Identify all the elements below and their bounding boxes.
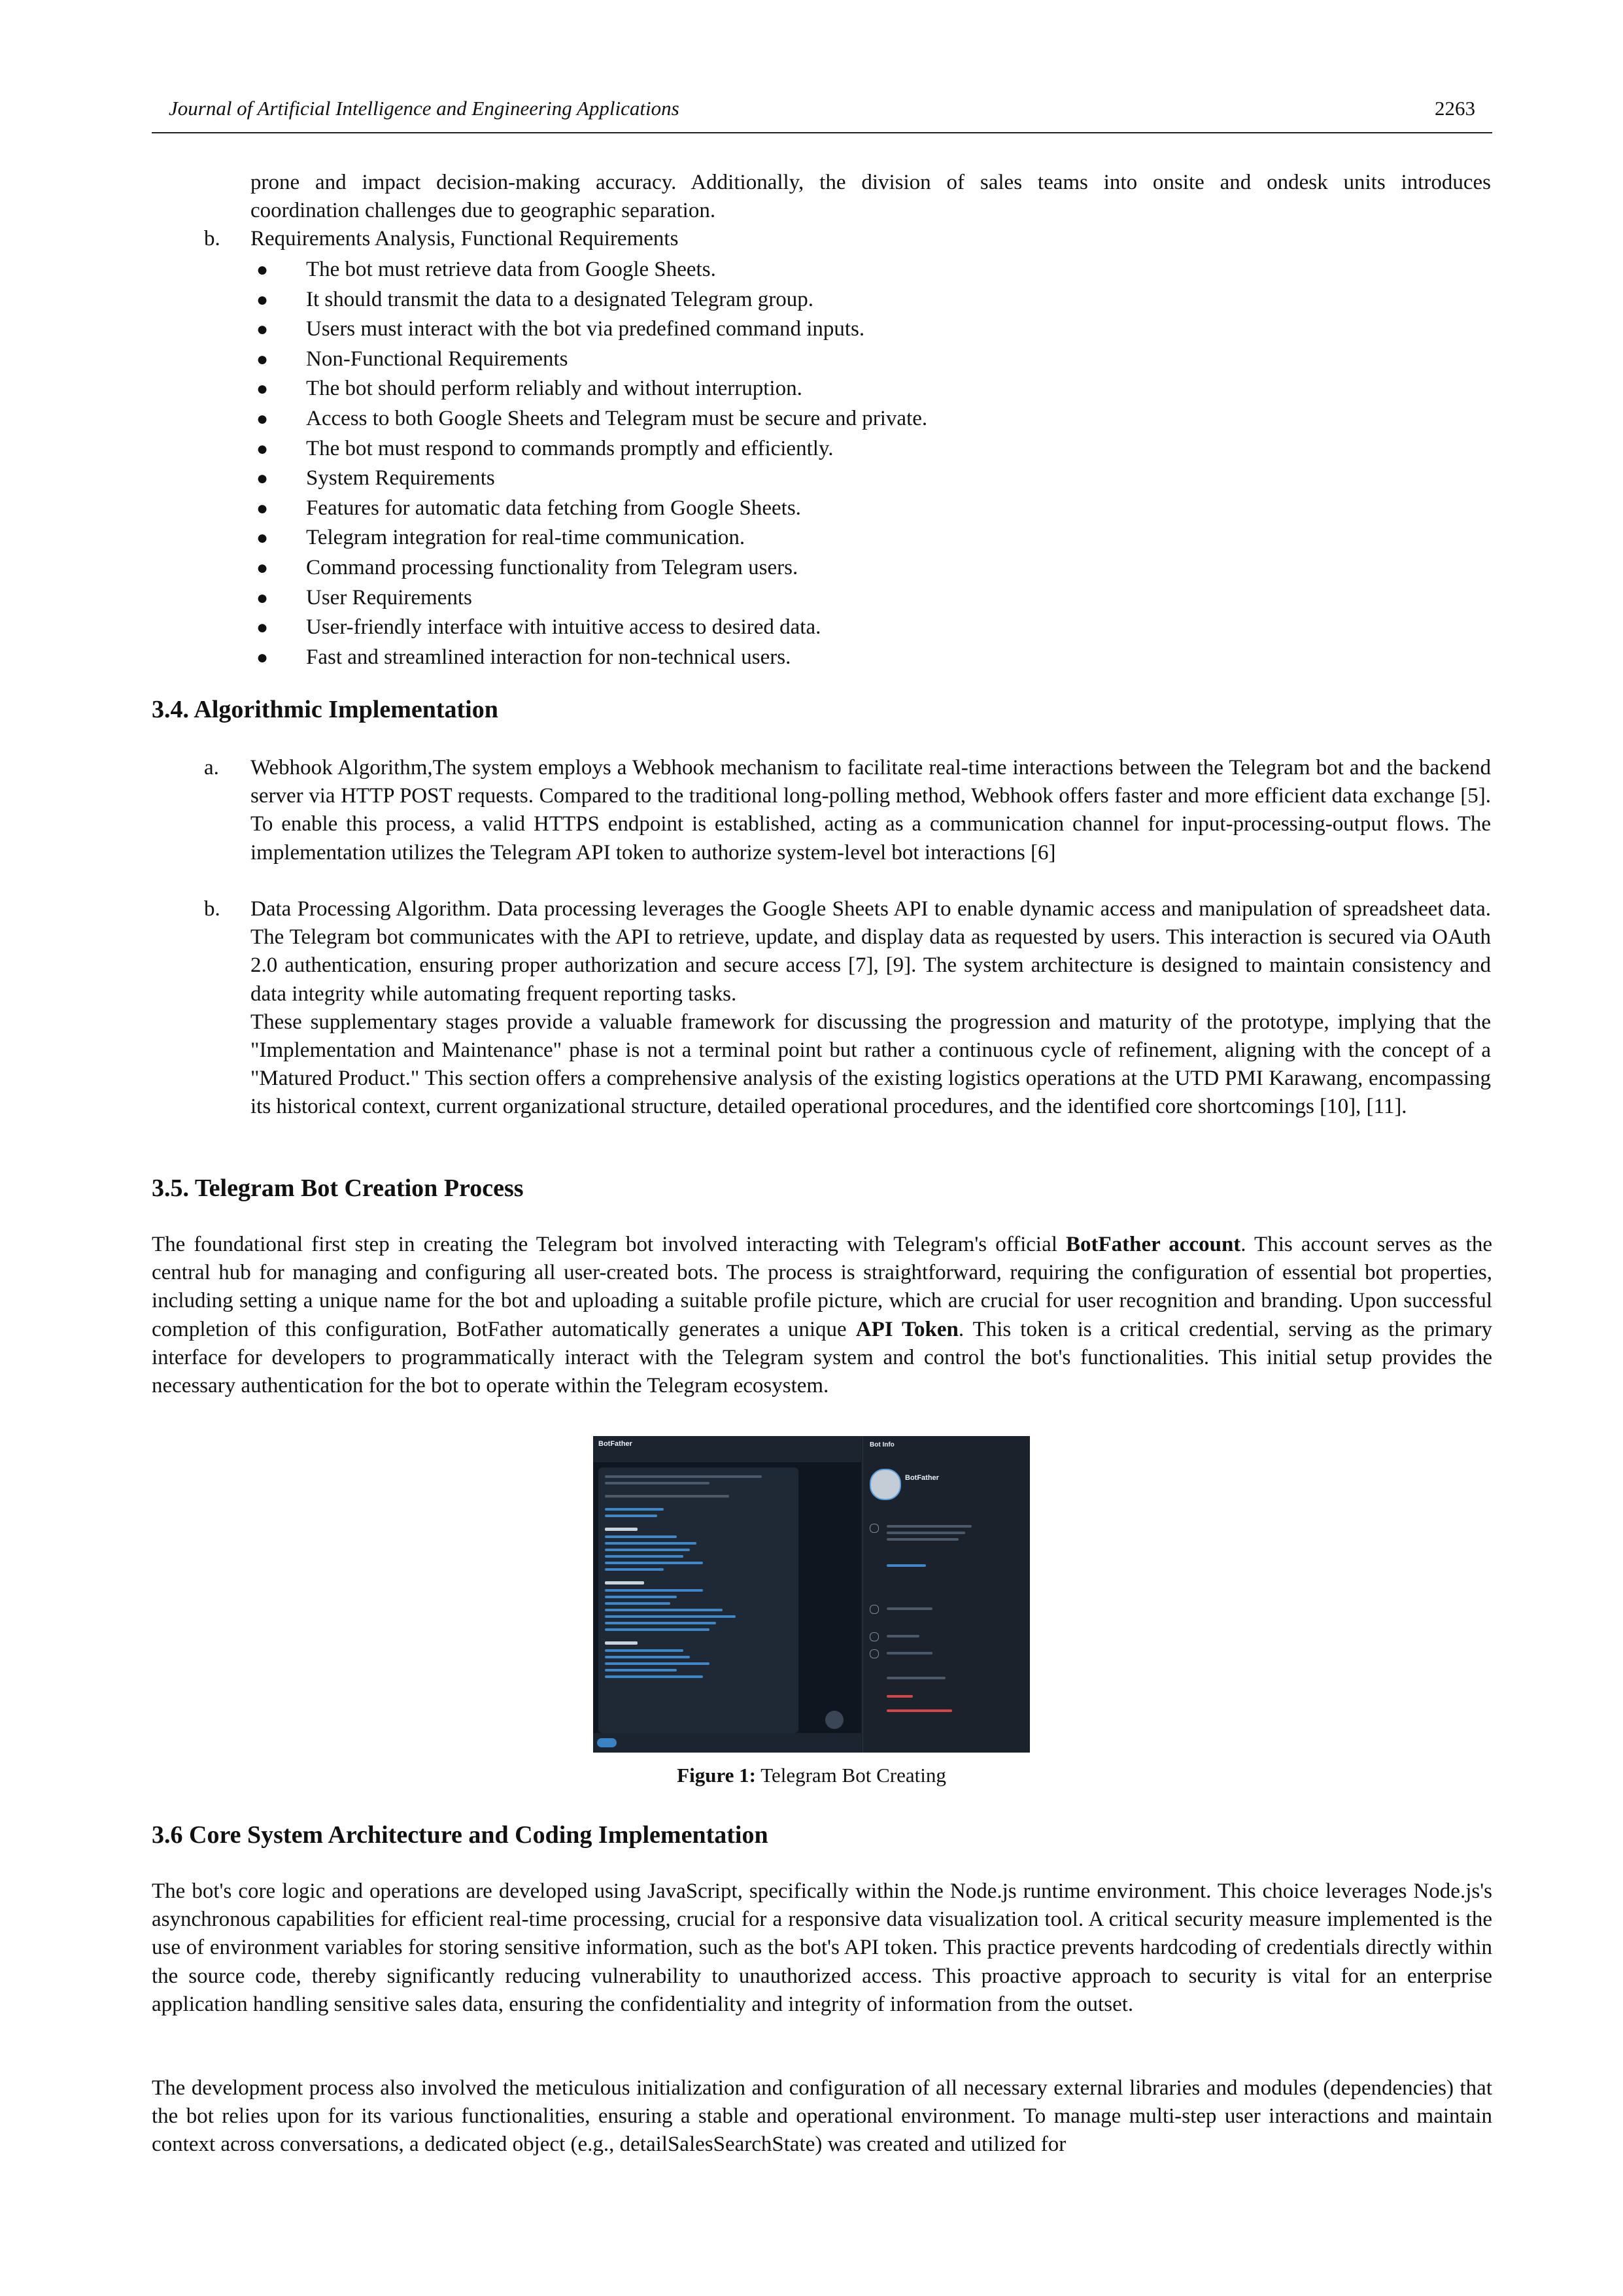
command-line [605, 1622, 716, 1624]
list-item-text: Command processing functionality from Telegram users. [306, 555, 798, 579]
continuation-line-2: coordination challenges due to geographic separation. [250, 199, 716, 223]
list-item [250, 434, 1491, 464]
list-item-text: It should transmit the data to a designated Telegram group. [306, 287, 814, 311]
group-heading-line [605, 1581, 644, 1585]
list-item [250, 553, 1491, 583]
page-number: 2263 [1435, 97, 1475, 120]
profile-name: BotFather [905, 1474, 939, 1482]
scroll-down-icon [825, 1711, 844, 1729]
section-heading-3-5: 3.5. Telegram Bot Creation Process [152, 1174, 524, 1202]
botfather-paragraph [152, 1231, 1492, 1400]
bullet-icon: ● [256, 259, 269, 281]
list-item-text: Features for automatic data fetching from Google Sheets. [306, 496, 801, 520]
description-line [887, 1525, 972, 1528]
list-item-text: System Requirements [306, 466, 495, 490]
list-item-text: User Requirements [306, 585, 472, 609]
text-run: . This account serves as the central hub for managing and configuring all user-created bots. The process is straightforward, requiring the configuration of essential bot properties, including setting a unique name for the bot and uploading a suitable profile picture, which are crucial for user recognition and branding. Upon successful completion of this configuration, BotFather automatically generates a unique [152, 1233, 1492, 1341]
api-token-bold: API Token [855, 1317, 959, 1341]
list-item-text: The bot must retrieve data from Google Sheets. [306, 258, 716, 281]
bullet-icon: ● [256, 378, 269, 400]
message-input-bar [593, 1733, 861, 1753]
message-line [605, 1482, 709, 1484]
figure-label: Figure 1: [677, 1764, 756, 1787]
journal-title: Journal of Artificial Intelligence and Engineering Applications [169, 97, 679, 120]
bullet-icon: ● [256, 318, 269, 341]
list-item [250, 494, 1491, 524]
list-marker-b: b. [204, 227, 220, 250]
botfather-account-bold: BotFather account [1066, 1233, 1241, 1256]
command-line [605, 1542, 696, 1545]
list-item-text: Fast and streamlined interaction for non-technical users. [306, 645, 791, 669]
list-item-text: Access to both Google Sheets and Telegram must be secure and private. [306, 406, 928, 430]
list-item [250, 404, 1491, 434]
architecture-paragraph-2-text: The development process also involved the meticulous initialization and configuration of all necessary external libraries and modules (dependencies) that the bot relies upon for its various functionalities, ensuring a stable and operational environment. To manage multi-step user interactions and maintain context across conversations, a dedicated object (e.g., detailSalesSearchState) was created and utilized for [152, 2076, 1492, 2157]
command-line [605, 1615, 736, 1618]
report-line [887, 1695, 913, 1698]
command-line [605, 1675, 703, 1678]
avatar [870, 1469, 901, 1500]
links-line [887, 1652, 932, 1654]
botfather-paragraph-text [152, 1231, 1492, 1400]
info-icon [870, 1524, 879, 1533]
bullet-icon: ● [256, 587, 269, 609]
command-line [605, 1649, 683, 1652]
command-line [605, 1669, 677, 1671]
figure-caption-text: Telegram Bot Creating [756, 1764, 946, 1787]
command-line [605, 1656, 690, 1658]
bullet-icon: ● [256, 288, 269, 311]
menu-button [597, 1738, 617, 1747]
list-item [250, 285, 1491, 315]
requirements-bullet-list [250, 255, 1491, 672]
bullet-icon: ● [256, 527, 269, 549]
command-line [605, 1562, 703, 1564]
text-run: The foundational first step in creating the Telegram bot involved interacting with Telegram's official [152, 1233, 1066, 1256]
list-item [250, 643, 1491, 673]
command-line [605, 1535, 677, 1538]
list-item-text: Telegram integration for real-time communication. [306, 526, 745, 550]
command-line [605, 1609, 723, 1611]
description-line [887, 1538, 959, 1541]
bell-icon [870, 1605, 879, 1614]
list-item [250, 523, 1491, 553]
webhook-paragraph: Webhook Algorithm,The system employs a Webhook mechanism to facilitate real-time interactions between the Telegram bot and the backend server via HTTP POST requests. Compared to the traditional long-polling method, Webhook offers faster and more efficient data exchange [5]. To enable this process, a valid HTTPS endpoint is established, acting as a communication channel for input-processing-output flows. The implementation utilizes the Telegram API token to authorize system-level bot interactions [6] [250, 756, 1491, 865]
group-heading-line [605, 1641, 638, 1645]
privacy-line [887, 1677, 946, 1679]
list-item [250, 464, 1491, 494]
message-line [605, 1495, 729, 1498]
description-line [887, 1532, 965, 1534]
header-rule [152, 132, 1492, 133]
command-line [605, 1589, 703, 1592]
list-marker-b-2: b. [204, 897, 220, 921]
list-item-text: Non-Functional Requirements [306, 347, 568, 371]
list-item [250, 255, 1491, 285]
list-item-text: The bot must respond to commands promptly and efficiently. [306, 436, 834, 460]
algorithm-item-a [250, 754, 1491, 867]
supplementary-stages-paragraph: These supplementary stages provide a valuable framework for discussing the progression and maturity of the prototype, implying that the "Implementation and Maintenance" phase is not a terminal point but rather a continuous cycle of refinement, aligning with the concept of a "Matured Product." This section offers a comprehensive analysis of the existing logistics operations at the UTD PMI Karawang, encompassing its historical context, current organizational structure, detailed operational procedures, and the identified core shortcomings [10], [11]. [250, 1010, 1491, 1119]
command-line [605, 1628, 709, 1631]
bot-info-panel [863, 1436, 1030, 1753]
chat-header [593, 1436, 861, 1462]
list-item [250, 345, 1491, 375]
bullet-icon: ● [256, 557, 269, 579]
message-line [605, 1475, 762, 1478]
chat-title: BotFather [598, 1440, 632, 1448]
list-item-text: User-friendly interface with intuitive access to desired data. [306, 615, 821, 640]
section-heading-3-6: 3.6 Core System Architecture and Coding Implementation [152, 1821, 768, 1849]
command-line [605, 1568, 664, 1571]
group-heading-line [605, 1528, 638, 1531]
architecture-paragraph-2 [152, 2074, 1492, 2159]
command-line [605, 1549, 690, 1551]
bullet-icon: ● [256, 497, 269, 519]
chat-panel [593, 1436, 861, 1753]
botfather-screenshot-figure [593, 1436, 1030, 1753]
username-line [887, 1564, 926, 1567]
data-processing-paragraph: Data Processing Algorithm. Data processing leverages the Google Sheets API to enable dynamic access and manipulation of spreadsheet data. The Telegram bot communicates with the API to retrieve, update, and display data as requested by users. This interaction is secured via OAuth 2.0 authentication, ensuring proper authorization and secure access [7], [9]. The system architecture is designed to maintain consistency and data integrity while automating frequent reporting tasks. [250, 897, 1491, 1006]
stop-block-line [887, 1709, 952, 1712]
section-heading-3-4: 3.4. Algorithmic Implementation [152, 696, 498, 723]
command-line [605, 1662, 709, 1665]
command-line [605, 1508, 664, 1511]
link-icon [870, 1649, 879, 1658]
photos-line [887, 1635, 919, 1637]
requirements-title-text: Requirements Analysis, Functional Requirements [250, 227, 679, 250]
bullet-icon: ● [256, 617, 269, 639]
command-line [605, 1555, 683, 1558]
continuation-paragraph [250, 169, 1491, 225]
list-item-text: Users must interact with the bot via predefined command inputs. [306, 317, 865, 341]
bullet-icon: ● [256, 407, 269, 430]
list-item [250, 583, 1491, 613]
running-head [169, 97, 1475, 129]
text-run: . This token is a critical credential, serving as the primary interface for developers to programmatically interact with the Telegram system and control the bot's functionalities. This initial setup provides the necessary authentication for the bot to operate within the Telegram ecosystem. [152, 1317, 1492, 1398]
command-line [605, 1602, 670, 1605]
list-marker-a: a. [204, 756, 219, 780]
command-line [605, 1515, 657, 1517]
architecture-paragraph-1-text: The bot's core logic and operations are developed using JavaScript, specifically within the Node.js runtime environment. This choice leverages Node.js's asynchronous capabilities for efficient real-time processing, crucial for a responsive data visualization tool. A critical security measure implemented is the use of environment variables for storing sensitive information, such as the bot's API token. This practice prevents hardcoding of credentials directly within the source code, thereby significantly reducing vulnerability to unauthorized access. This proactive approach to security is vital for an enterprise application handling sensitive sales data, ensuring the confidentiality and integrity of information from the outset. [152, 1879, 1492, 2016]
figure-caption [0, 1764, 1623, 1787]
continuation-line-1: prone and impact decision-making accuracy. Additionally, the division of sales teams into onsite and ondesk units introduces [250, 171, 1491, 194]
list-item [250, 374, 1491, 404]
bullet-icon: ● [256, 348, 269, 370]
bullet-icon: ● [256, 646, 269, 668]
notifications-line [887, 1607, 932, 1610]
bot-info-title: Bot Info [870, 1441, 895, 1448]
command-line [605, 1596, 677, 1598]
algorithm-item-b [250, 895, 1491, 1122]
list-item [250, 613, 1491, 643]
architecture-paragraph-1 [152, 1877, 1492, 2019]
message-bubble [598, 1467, 798, 1733]
bullet-icon: ● [256, 468, 269, 490]
bullet-icon: ● [256, 437, 269, 460]
requirements-title [250, 225, 1491, 253]
list-item-text: The bot should perform reliably and without interruption. [306, 377, 802, 401]
list-item [250, 315, 1491, 345]
photo-icon [870, 1632, 879, 1641]
